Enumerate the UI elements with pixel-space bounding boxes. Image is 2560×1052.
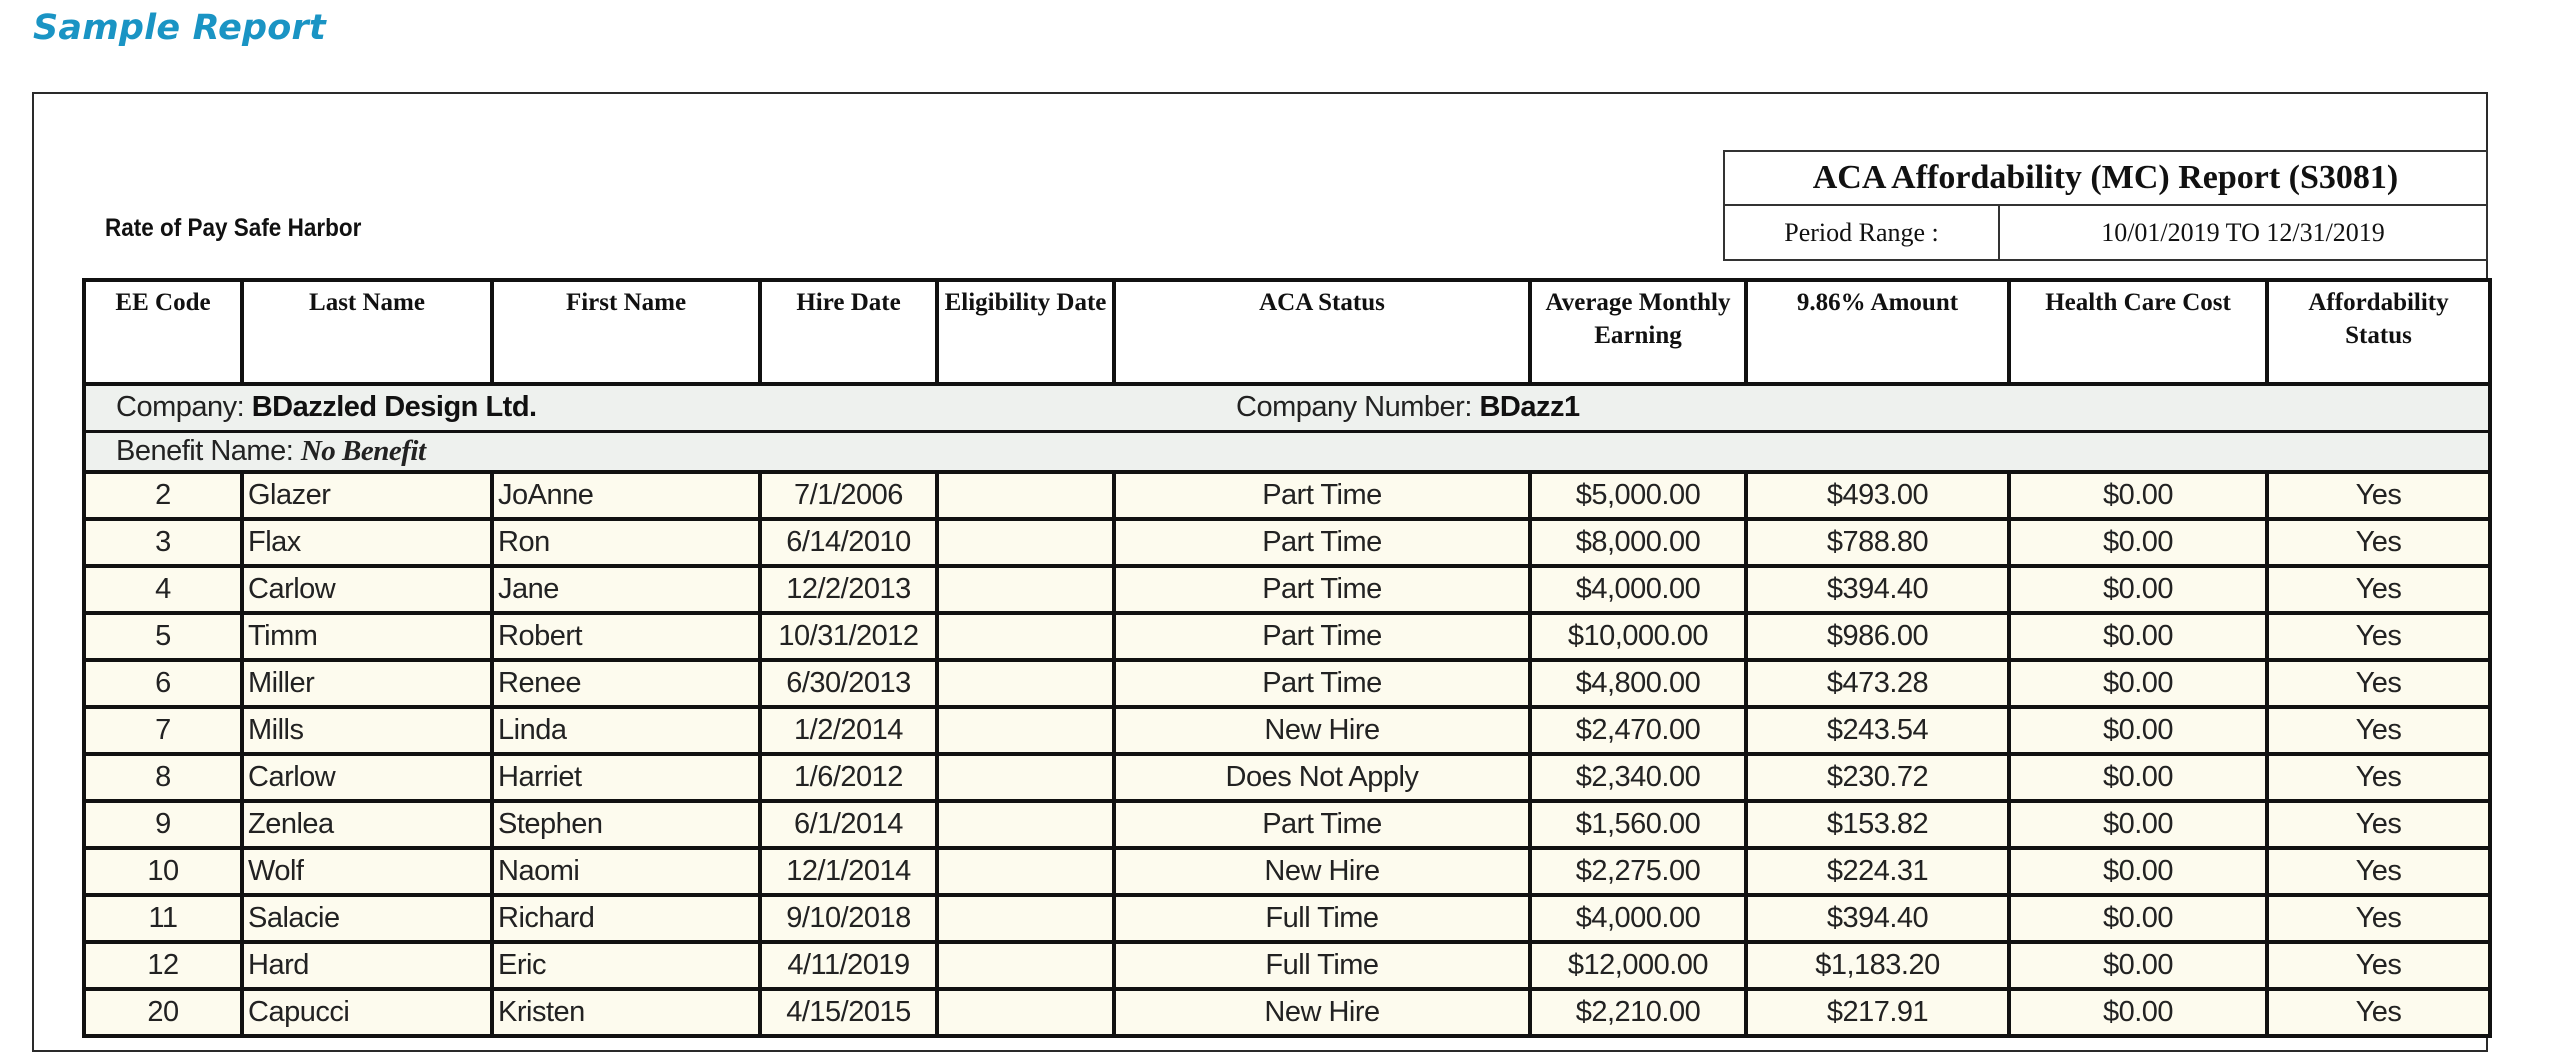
table-row — [84, 942, 2490, 989]
cell-pct-amount: $394.40 — [1746, 566, 2009, 613]
company-group-row — [84, 384, 2490, 431]
cell-last-name: Salacie — [242, 895, 492, 942]
col-header-avg-monthly-earning: Average Monthly Earning — [1530, 280, 1746, 384]
table-row — [84, 519, 2490, 566]
cell-health-care-cost: $0.00 — [2009, 566, 2267, 613]
cell-health-care-cost: $0.00 — [2009, 519, 2267, 566]
col-header-affordability-status: Affordability Status — [2267, 280, 2490, 384]
cell-affordability-status: Yes — [2267, 707, 2490, 754]
cell-aca-status: Full Time — [1114, 895, 1530, 942]
cell-health-care-cost: $0.00 — [2009, 989, 2267, 1036]
cell-pct-amount: $473.28 — [1746, 660, 2009, 707]
table-row — [84, 613, 2490, 660]
col-header-eligibility-date: Eligibility Date — [937, 280, 1114, 384]
cell-first-name: Stephen — [492, 801, 760, 848]
cell-pct-amount: $153.82 — [1746, 801, 2009, 848]
table-header-row — [84, 280, 2490, 384]
cell-affordability-status: Yes — [2267, 566, 2490, 613]
cell-eligibility-date — [937, 613, 1114, 660]
company-label: Company: — [116, 391, 245, 424]
cell-affordability-status: Yes — [2267, 472, 2490, 519]
cell-pct-amount: $217.91 — [1746, 989, 2009, 1036]
company-number-group — [1236, 391, 1580, 424]
cell-first-name: JoAnne — [492, 472, 760, 519]
cell-eligibility-date — [937, 942, 1114, 989]
col-header-aca-status: ACA Status — [1114, 280, 1530, 384]
cell-health-care-cost: $0.00 — [2009, 472, 2267, 519]
cell-affordability-status: Yes — [2267, 660, 2490, 707]
cell-last-name: Glazer — [242, 472, 492, 519]
cell-first-name: Naomi — [492, 848, 760, 895]
col-header-pct-amount: 9.86% Amount — [1746, 280, 2009, 384]
benefit-label: Benefit Name: — [116, 434, 294, 467]
cell-ee-code: 3 — [84, 519, 242, 566]
cell-pct-amount: $788.80 — [1746, 519, 2009, 566]
cell-avg-monthly-earning: $4,800.00 — [1530, 660, 1746, 707]
col-header-health-care-cost: Health Care Cost — [2009, 280, 2267, 384]
table-row — [84, 848, 2490, 895]
col-header-last-name: Last Name — [242, 280, 492, 384]
cell-last-name: Miller — [242, 660, 492, 707]
cell-first-name: Ron — [492, 519, 760, 566]
cell-eligibility-date — [937, 895, 1114, 942]
cell-avg-monthly-earning: $4,000.00 — [1530, 895, 1746, 942]
cell-first-name: Robert — [492, 613, 760, 660]
cell-last-name: Mills — [242, 707, 492, 754]
cell-hire-date: 6/14/2010 — [760, 519, 937, 566]
cell-eligibility-date — [937, 754, 1114, 801]
cell-health-care-cost: $0.00 — [2009, 754, 2267, 801]
cell-hire-date: 12/2/2013 — [760, 566, 937, 613]
cell-avg-monthly-earning: $4,000.00 — [1530, 566, 1746, 613]
period-range-label: Period Range : — [1725, 206, 2000, 259]
cell-affordability-status: Yes — [2267, 942, 2490, 989]
cell-health-care-cost: $0.00 — [2009, 848, 2267, 895]
cell-last-name: Timm — [242, 613, 492, 660]
cell-affordability-status: Yes — [2267, 801, 2490, 848]
table-row — [84, 660, 2490, 707]
affordability-table — [82, 278, 2492, 1038]
cell-first-name: Renee — [492, 660, 760, 707]
cell-first-name: Eric — [492, 942, 760, 989]
cell-last-name: Wolf — [242, 848, 492, 895]
cell-ee-code: 9 — [84, 801, 242, 848]
cell-ee-code: 6 — [84, 660, 242, 707]
cell-pct-amount: $243.54 — [1746, 707, 2009, 754]
cell-pct-amount: $1,183.20 — [1746, 942, 2009, 989]
cell-health-care-cost: $0.00 — [2009, 707, 2267, 754]
cell-aca-status: New Hire — [1114, 989, 1530, 1036]
report-title: ACA Affordability (MC) Report (S3081) — [1725, 152, 2486, 206]
cell-eligibility-date — [937, 848, 1114, 895]
cell-affordability-status: Yes — [2267, 519, 2490, 566]
cell-eligibility-date — [937, 519, 1114, 566]
cell-ee-code: 12 — [84, 942, 242, 989]
table-row — [84, 472, 2490, 519]
cell-aca-status: New Hire — [1114, 848, 1530, 895]
col-header-ee-code: EE Code — [84, 280, 242, 384]
cell-aca-status: Does Not Apply — [1114, 754, 1530, 801]
cell-last-name: Capucci — [242, 989, 492, 1036]
cell-health-care-cost: $0.00 — [2009, 895, 2267, 942]
cell-eligibility-date — [937, 566, 1114, 613]
cell-ee-code: 7 — [84, 707, 242, 754]
cell-aca-status: Part Time — [1114, 660, 1530, 707]
table-row — [84, 801, 2490, 848]
cell-affordability-status: Yes — [2267, 848, 2490, 895]
cell-avg-monthly-earning: $1,560.00 — [1530, 801, 1746, 848]
cell-health-care-cost: $0.00 — [2009, 801, 2267, 848]
cell-eligibility-date — [937, 472, 1114, 519]
cell-hire-date: 12/1/2014 — [760, 848, 937, 895]
period-range-row — [1725, 206, 2486, 259]
period-range-value: 10/01/2019 TO 12/31/2019 — [2101, 217, 2385, 247]
cell-ee-code: 10 — [84, 848, 242, 895]
cell-avg-monthly-earning: $12,000.00 — [1530, 942, 1746, 989]
cell-last-name: Zenlea — [242, 801, 492, 848]
company-number-label: Company Number: — [1236, 391, 1472, 424]
col-header-first-name: First Name — [492, 280, 760, 384]
cell-eligibility-date — [937, 989, 1114, 1036]
report-subtitle: Rate of Pay Safe Harbor — [105, 214, 362, 242]
cell-hire-date: 4/15/2015 — [760, 989, 937, 1036]
cell-ee-code: 20 — [84, 989, 242, 1036]
cell-aca-status: Part Time — [1114, 801, 1530, 848]
cell-pct-amount: $394.40 — [1746, 895, 2009, 942]
cell-hire-date: 9/10/2018 — [760, 895, 937, 942]
table-row — [84, 707, 2490, 754]
cell-first-name: Richard — [492, 895, 760, 942]
cell-avg-monthly-earning: $5,000.00 — [1530, 472, 1746, 519]
col-header-hire-date: Hire Date — [760, 280, 937, 384]
cell-aca-status: Full Time — [1114, 942, 1530, 989]
cell-health-care-cost: $0.00 — [2009, 660, 2267, 707]
cell-affordability-status: Yes — [2267, 895, 2490, 942]
cell-hire-date: 7/1/2006 — [760, 472, 937, 519]
cell-eligibility-date — [937, 660, 1114, 707]
cell-avg-monthly-earning: $2,210.00 — [1530, 989, 1746, 1036]
company-name: BDazzled Design Ltd. — [251, 391, 537, 424]
benefit-name: No Benefit — [300, 434, 426, 467]
cell-aca-status: Part Time — [1114, 566, 1530, 613]
cell-hire-date: 10/31/2012 — [760, 613, 937, 660]
cell-first-name: Jane — [492, 566, 760, 613]
table-row — [84, 895, 2490, 942]
cell-health-care-cost: $0.00 — [2009, 613, 2267, 660]
table-row — [84, 989, 2490, 1036]
table-row — [84, 566, 2490, 613]
cell-affordability-status: Yes — [2267, 989, 2490, 1036]
cell-last-name: Hard — [242, 942, 492, 989]
cell-ee-code: 4 — [84, 566, 242, 613]
cell-hire-date: 1/2/2014 — [760, 707, 937, 754]
cell-pct-amount: $493.00 — [1746, 472, 2009, 519]
cell-eligibility-date — [937, 707, 1114, 754]
cell-last-name: Carlow — [242, 566, 492, 613]
cell-aca-status: New Hire — [1114, 707, 1530, 754]
cell-ee-code: 8 — [84, 754, 242, 801]
page-title: Sample Report — [33, 8, 326, 48]
cell-aca-status: Part Time — [1114, 519, 1530, 566]
cell-hire-date: 6/1/2014 — [760, 801, 937, 848]
cell-ee-code: 11 — [84, 895, 242, 942]
cell-first-name: Linda — [492, 707, 760, 754]
cell-aca-status: Part Time — [1114, 613, 1530, 660]
cell-pct-amount: $230.72 — [1746, 754, 2009, 801]
cell-affordability-status: Yes — [2267, 754, 2490, 801]
cell-ee-code: 2 — [84, 472, 242, 519]
cell-hire-date: 1/6/2012 — [760, 754, 937, 801]
cell-last-name: Carlow — [242, 754, 492, 801]
cell-first-name: Harriet — [492, 754, 760, 801]
cell-ee-code: 5 — [84, 613, 242, 660]
cell-eligibility-date — [937, 801, 1114, 848]
cell-aca-status: Part Time — [1114, 472, 1530, 519]
cell-avg-monthly-earning: $2,275.00 — [1530, 848, 1746, 895]
cell-avg-monthly-earning: $10,000.00 — [1530, 613, 1746, 660]
cell-hire-date: 6/30/2013 — [760, 660, 937, 707]
table-row — [84, 754, 2490, 801]
cell-avg-monthly-earning: $2,340.00 — [1530, 754, 1746, 801]
cell-avg-monthly-earning: $8,000.00 — [1530, 519, 1746, 566]
cell-pct-amount: $224.31 — [1746, 848, 2009, 895]
cell-health-care-cost: $0.00 — [2009, 942, 2267, 989]
cell-hire-date: 4/11/2019 — [760, 942, 937, 989]
cell-last-name: Flax — [242, 519, 492, 566]
cell-first-name: Kristen — [492, 989, 760, 1036]
cell-affordability-status: Yes — [2267, 613, 2490, 660]
company-number: BDazz1 — [1479, 391, 1580, 424]
cell-pct-amount: $986.00 — [1746, 613, 2009, 660]
report-title-box — [1723, 150, 2488, 261]
cell-avg-monthly-earning: $2,470.00 — [1530, 707, 1746, 754]
benefit-group-row — [84, 431, 2490, 472]
